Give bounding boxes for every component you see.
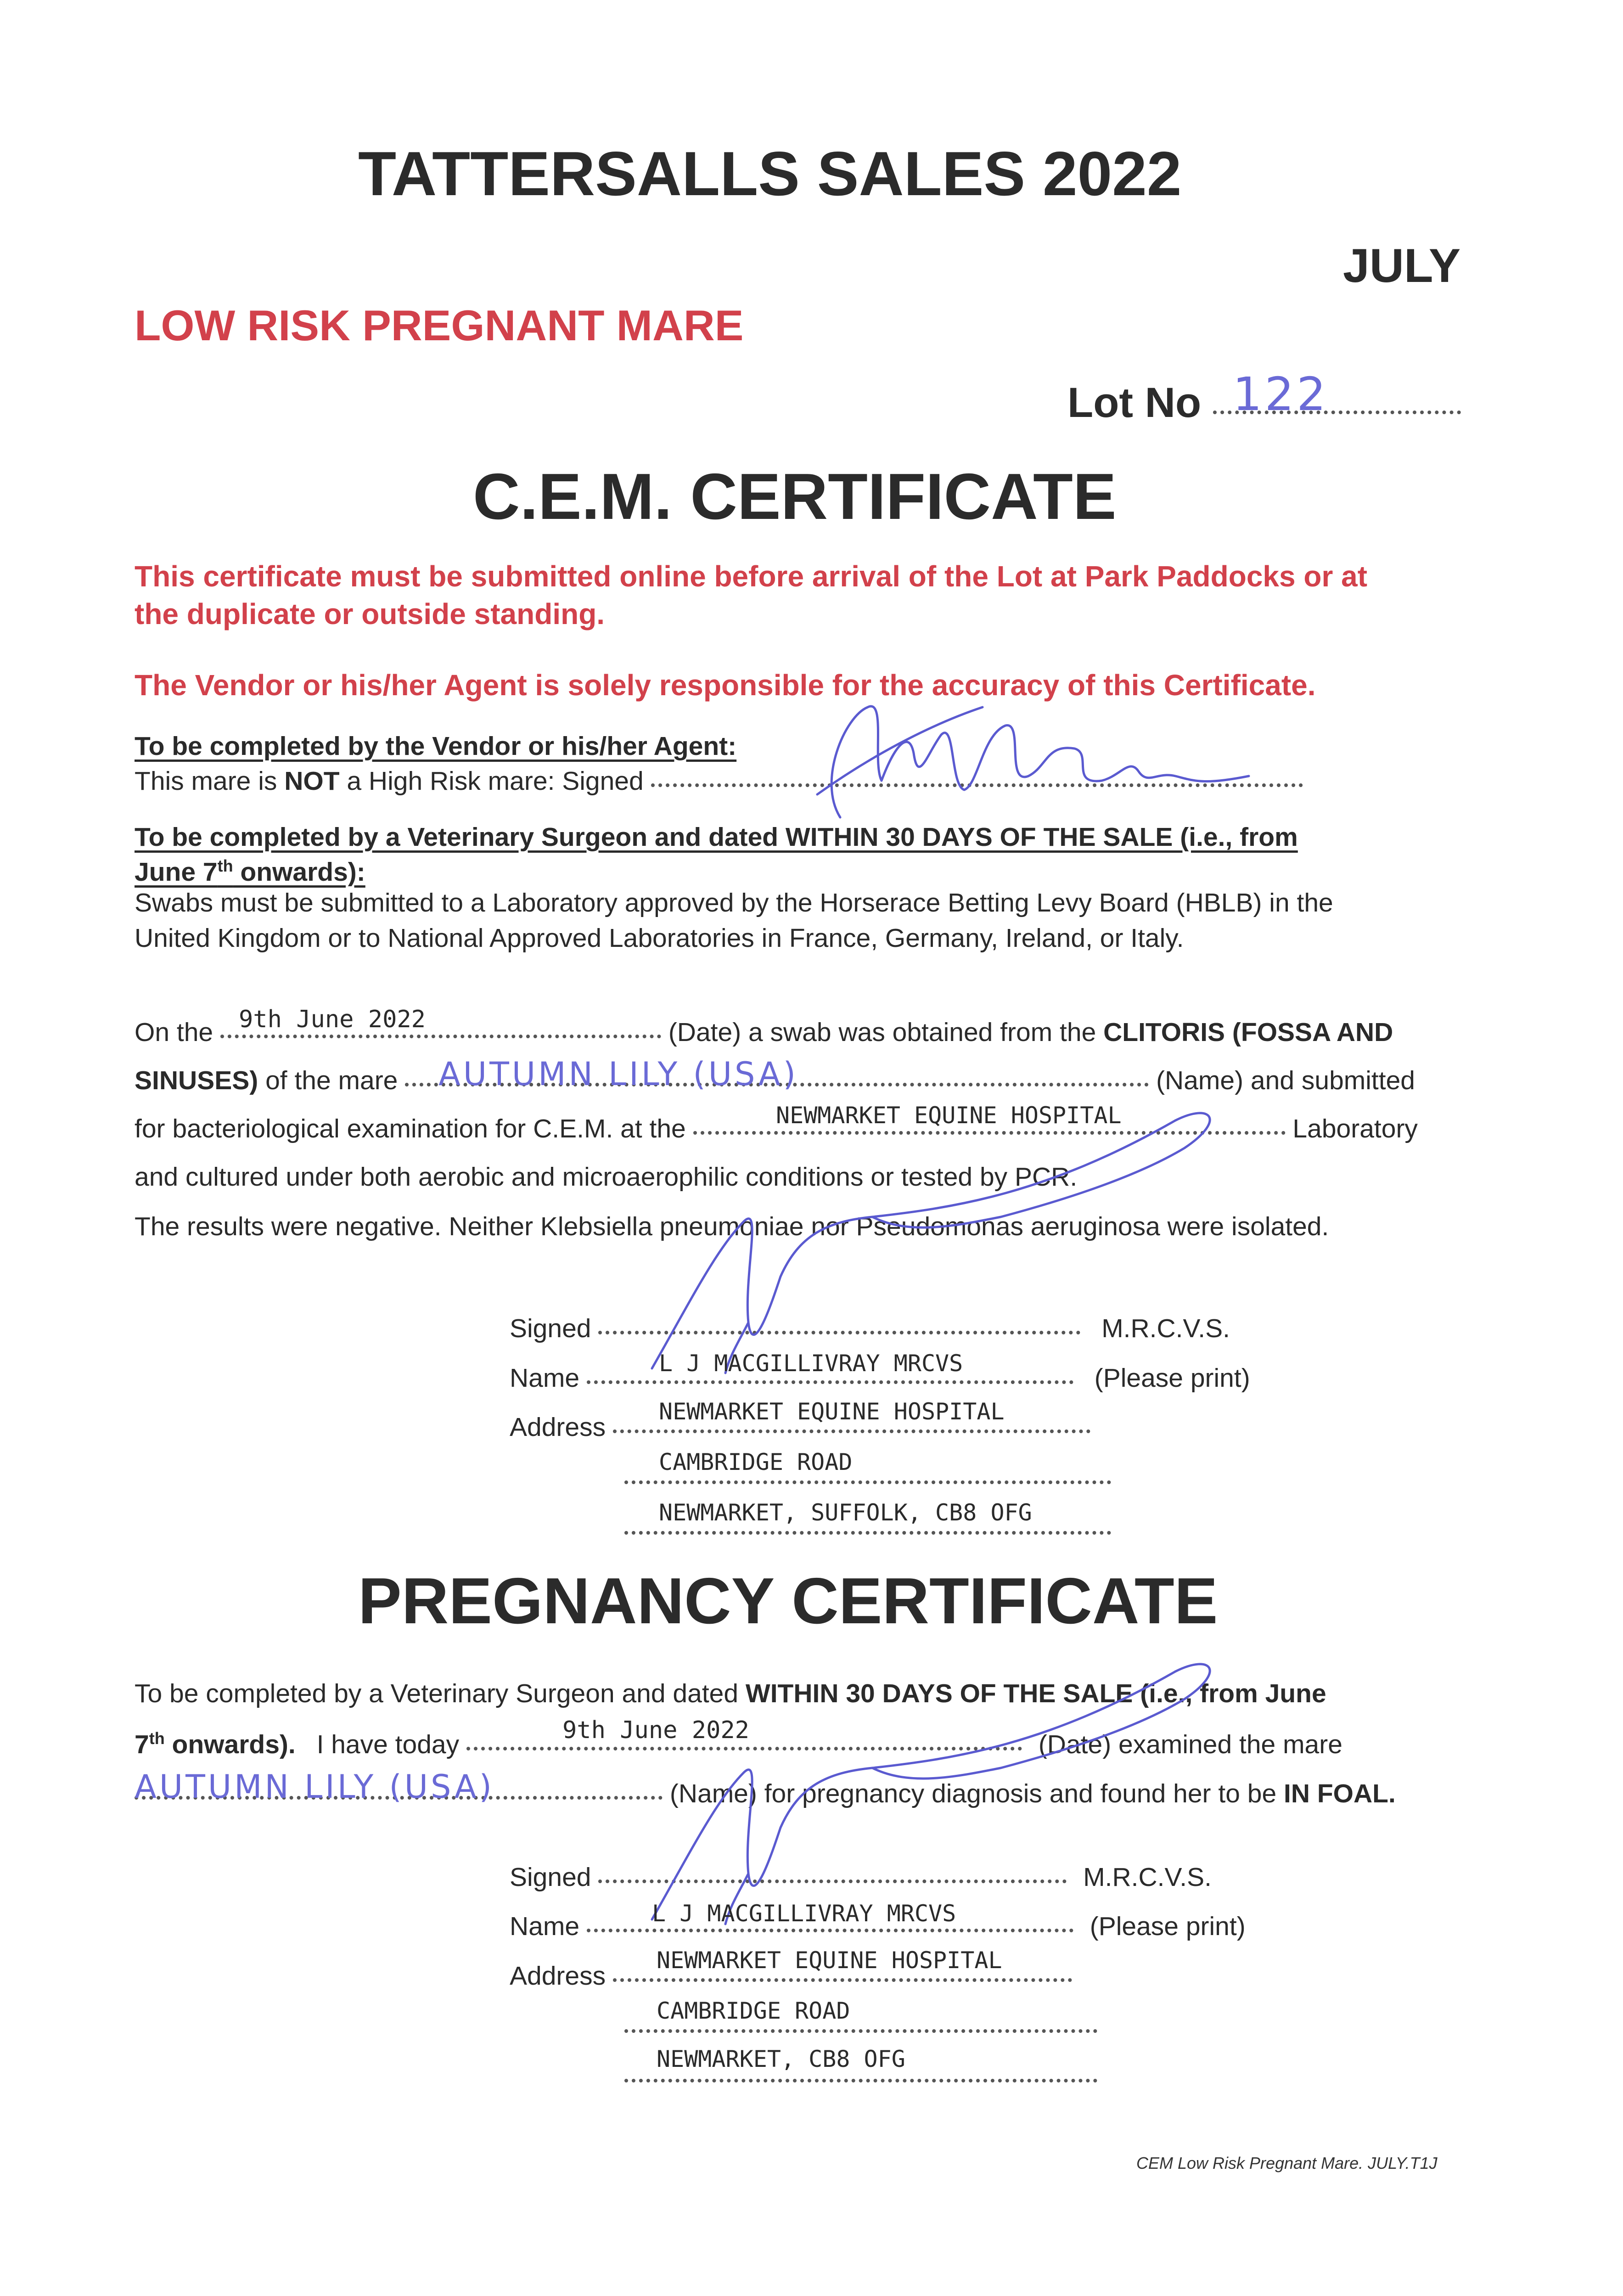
cem-address-dots-2: [624, 1481, 1111, 1489]
cem-signed-row: Signed M.R.C.V.S.: [510, 1314, 1230, 1343]
vet-heading-line-1: To be completed by a Veterinary Surgeon and dated WITHIN 30 DAYS OF THE SALE (i.e., from: [135, 822, 1298, 852]
cem-mare-name-value: AUTUMN LILY (USA): [438, 1055, 798, 1093]
cem-name-row: Name (Please print): [510, 1363, 1250, 1393]
swab-date-value: 9th June 2022: [239, 1006, 426, 1033]
cem-vet-name-value: L J MACGILLIVRAY MRCVS: [659, 1350, 963, 1377]
pregnancy-line-1: To be completed by a Veterinary Surgeon and dated WITHIN 30 DAYS OF THE SALE (i.e., from June: [135, 1679, 1326, 1708]
pregnancy-address-line-2: CAMBRIDGE ROAD: [657, 1998, 850, 2024]
vendor-signature: [790, 680, 1295, 827]
cem-address-row: Address: [510, 1412, 1090, 1442]
pregnancy-address-dots-3: [624, 2079, 1097, 2088]
cem-address-line-1: NEWMARKET EQUINE HOSPITAL: [659, 1398, 1005, 1425]
cem-notice-line-3: The Vendor or his/her Agent is solely responsible for the accuracy of this Certificate.: [135, 669, 1316, 702]
pregnancy-line-3: (Name) for pregnancy diagnosis and found her to be IN FOAL.: [135, 1778, 1396, 1809]
swab-date-line: On the (Date) a swab was obtained from the CLITORIS (FOSSA AND: [135, 1018, 1393, 1047]
pregnancy-exam-date-value: 9th June 2022: [562, 1716, 749, 1744]
pregnancy-line-2: 7th onwards). I have today (Date) examined the mare: [135, 1729, 1342, 1759]
cem-vet-signature: [634, 1084, 1230, 1378]
laboratory-line: for bacteriological examination for C.E.M. at the Laboratory: [135, 1114, 1418, 1143]
lot-label: Lot No: [1067, 379, 1202, 426]
results-text: The results were negative. Neither Klebsiella pneumoniae nor Pseudomonas aeruginosa were isolated.: [135, 1212, 1329, 1241]
cultured-text: and cultured under both aerobic and microaerophilic conditions or tested by PCR.: [135, 1162, 1078, 1192]
swabs-text-line-2: United Kingdom or to National Approved Laboratories in France, Germany, Ireland, or Italy.: [135, 923, 1184, 953]
form-code: CEM Low Risk Pregnant Mare. JULY.T1J: [1136, 2154, 1438, 2172]
vendor-heading: To be completed by the Vendor or his/her Agent:: [135, 732, 737, 761]
pregnancy-mare-name-value: AUTUMN LILY (USA): [135, 1768, 494, 1806]
pregnancy-signed-row: Signed M.R.C.V.S.: [510, 1863, 1212, 1892]
pregnancy-address-row: Address: [510, 1961, 1072, 1991]
pregnancy-name-row: Name (Please print): [510, 1912, 1246, 1941]
category-label: LOW RISK PREGNANT MARE: [135, 301, 744, 349]
cem-notice-line-1: This certificate must be submitted online before arrival of the Lot at Park Paddocks or at: [135, 560, 1368, 593]
cem-notice-line-2: the duplicate or outside standing.: [135, 597, 605, 630]
pregnancy-certificate-title: PREGNANCY CERTIFICATE: [358, 1564, 1218, 1638]
pregnancy-vet-signature: [634, 1635, 1230, 1929]
cem-address-line-2: CAMBRIDGE ROAD: [659, 1449, 853, 1475]
pregnancy-address-line-3: NEWMARKET, CB8 OFG: [657, 2046, 905, 2072]
pregnancy-vet-name-value: L J MACGILLIVRAY MRCVS: [652, 1900, 956, 1927]
mare-name-line: SINUSES) of the mare (Name) and submitted: [135, 1066, 1415, 1095]
document-title: TATTERSALLS SALES 2022: [358, 139, 1182, 208]
lot-number-value: 122: [1233, 367, 1329, 421]
laboratory-name-value: NEWMARKET EQUINE HOSPITAL: [776, 1102, 1122, 1129]
cem-certificate-title: C.E.M. CERTIFICATE: [473, 460, 1117, 533]
swabs-text-line-1: Swabs must be submitted to a Laboratory approved by the Horserace Betting Levy Board (HBLB) in the: [135, 888, 1333, 917]
pregnancy-address-dots-2: [624, 2030, 1097, 2038]
sale-month: JULY: [1343, 239, 1461, 293]
pregnancy-address-line-1: NEWMARKET EQUINE HOSPITAL: [657, 1947, 1002, 1974]
cem-address-line-3: NEWMARKET, SUFFOLK, CB8 OFG: [659, 1499, 1032, 1526]
vet-heading-line-2: June 7th onwards):: [135, 856, 365, 887]
vendor-statement: This mare is NOT a High Risk mare: Signed: [135, 766, 1303, 796]
cem-address-dots-3: [624, 1531, 1111, 1540]
